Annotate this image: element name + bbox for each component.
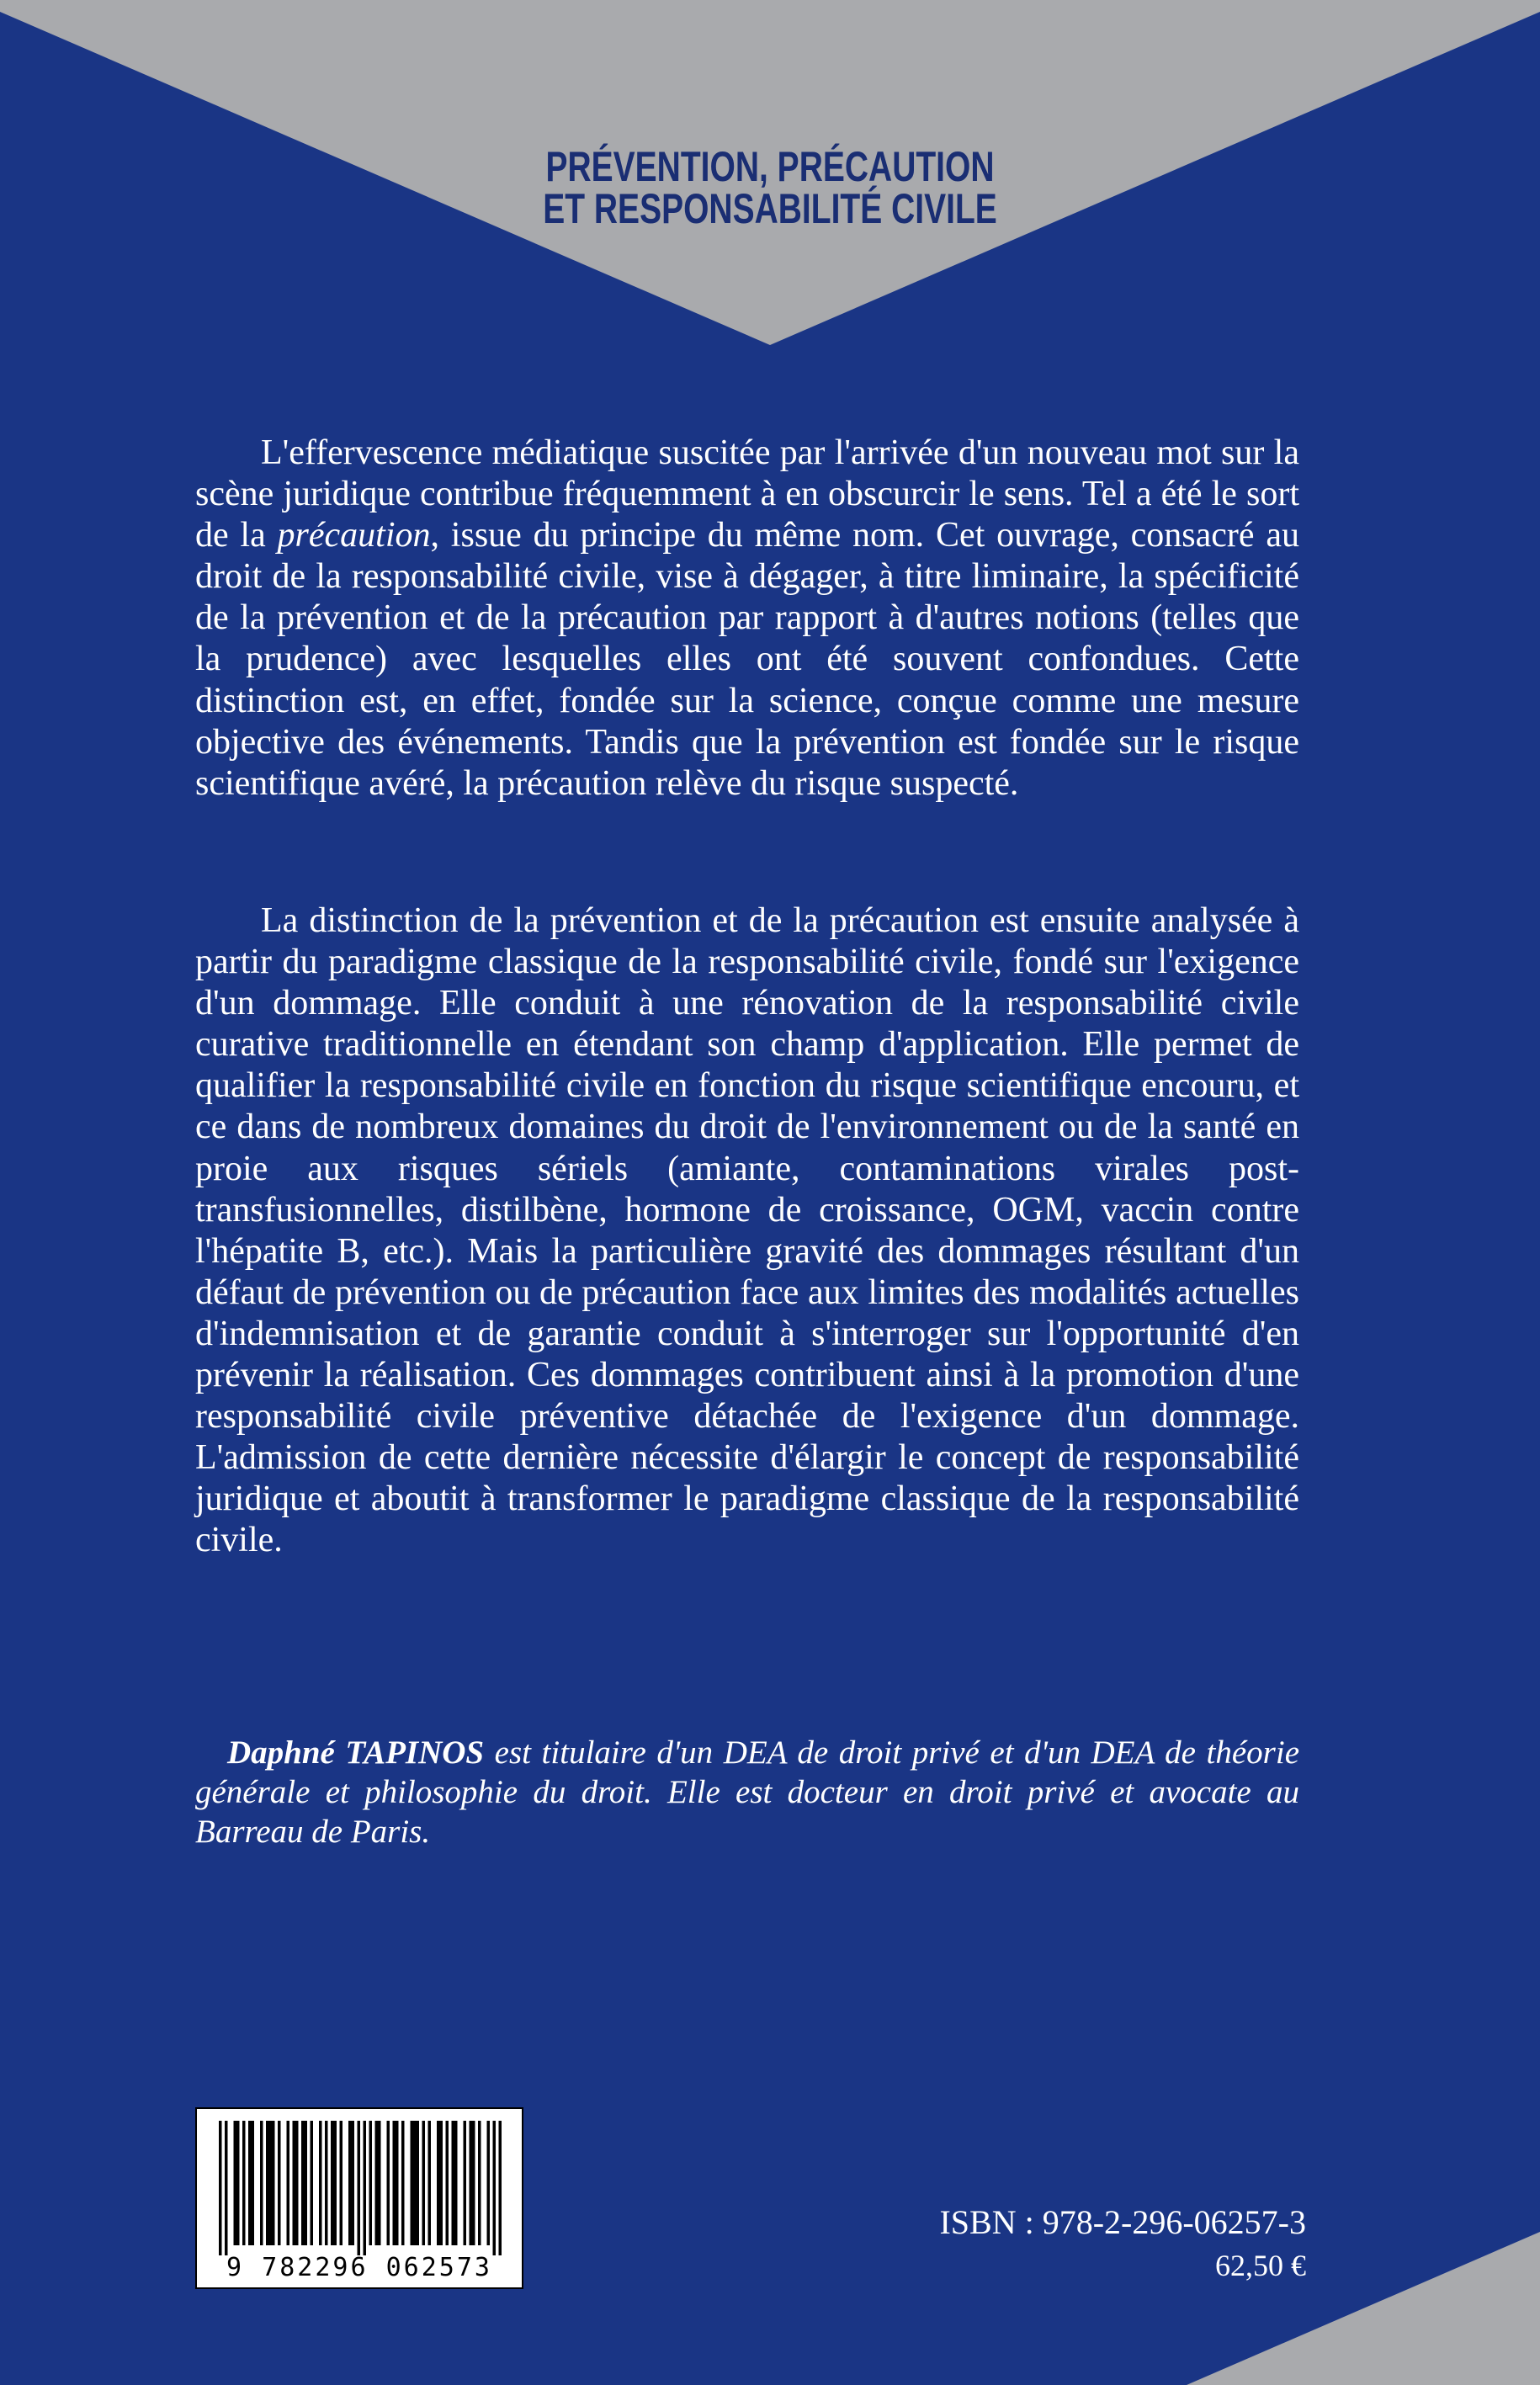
barcode-bar — [422, 2121, 426, 2245]
barcode-bar — [364, 2121, 367, 2255]
summary-p1-part1: L'effervescence médiatique suscitée par l'arrivée d'un nouveau mot sur la scène juridique contribue fréquemment à en obscurcir le sens. Tel a été le sort de la — [195, 433, 1299, 555]
barcode-bar — [464, 2121, 467, 2245]
barcode-bar — [278, 2121, 281, 2245]
isbn-number: ISBN : 978-2-296-06257-3 — [939, 2203, 1306, 2241]
barcode-bar — [352, 2121, 355, 2245]
barcode-bar — [493, 2121, 497, 2255]
barcode-bar — [269, 2121, 273, 2245]
barcode — [195, 2107, 523, 2289]
barcode-bar — [378, 2121, 381, 2245]
barcode-bar — [411, 2121, 414, 2245]
barcode-bar — [417, 2121, 420, 2245]
barcode-bar — [437, 2121, 440, 2245]
barcode-bar — [334, 2121, 337, 2245]
barcode-bar — [478, 2121, 481, 2245]
barcode-bar — [287, 2121, 290, 2245]
barcode-bar — [325, 2121, 328, 2245]
summary-paragraph-2 — [195, 900, 1299, 1562]
barcode-bar — [301, 2121, 305, 2245]
barcode-bar — [396, 2121, 399, 2245]
barcode-bar — [446, 2121, 449, 2245]
barcode-bar — [234, 2121, 237, 2245]
barcode-bar — [272, 2121, 275, 2245]
summary-paragraph-1 — [195, 433, 1299, 805]
book-title-line-2: ET RESPONSABILITÉ CIVILE — [543, 185, 997, 232]
barcode-bar — [452, 2121, 455, 2245]
barcode-bar — [348, 2121, 352, 2245]
author-name: Daphné TAPINOS — [227, 1734, 485, 1771]
book-title-line-1: PRÉVENTION, PRÉCAUTION — [545, 143, 995, 190]
barcode-bar — [358, 2121, 361, 2255]
barcode-digits: 9 782296 062573 — [226, 2253, 492, 2282]
author-bio — [195, 1733, 1299, 1851]
barcode-bar — [472, 2121, 475, 2245]
barcode-bar — [487, 2121, 491, 2245]
summary-p2-text: La distinction de la prévention et de la précaution est ensuite analysée à partir du paradigme classique de la responsabilité civile, fondé sur l'exigence d'un dommage. Elle conduit à une rénovation de la responsabilité civile curative traditionnelle en étendant son champ d'application. Elle permet de qualifier la responsabilité civile en fonction du risque scientifique encouru, et ce dans de nombreux domaines du droit de l'environnement ou de la santé en proie aux risques sériels (amiante, contaminations virales post-transfusionnelles, distilbène, hormone de croissance, OGM, vaccin contre l'hépatite B, etc.). Mais la particulière gravité des dommages résultant d'un défaut de prévention ou de précaution face aux limites des modalités actuelles d'indemnisation et de garantie conduit à s'interroger sur l'opportunité d'en prévenir la réalisation. Ces dommages contribuent ainsi à la promotion d'une responsabilité civile préventive détachée de l'exigence d'un dommage. L'admission de cette dernière nécessite d'élargir le concept de responsabilité juridique et aboutit à transformer le paradigme classique de la responsabilité civile. — [195, 901, 1299, 1560]
barcode-bars — [219, 2121, 502, 2255]
barcode-bar — [401, 2121, 405, 2245]
barcode-bar — [311, 2121, 314, 2245]
barcode-bar — [387, 2121, 390, 2245]
barcode-bar — [305, 2121, 308, 2245]
barcode-bar — [236, 2121, 240, 2245]
summary-p1-emphasis: précaution — [277, 516, 431, 555]
barcode-bar — [440, 2121, 443, 2245]
barcode-bar — [454, 2121, 458, 2245]
summary-p1-part2: , issue du principe du même nom. Cet ouvrage, consacré au droit de la responsabilité civile, vise à dégager, à titre liminaire, la spécificité de la prévention et de la précaution par rapport à d'autres notions (telles que la prudence) avec lesquelles elles ont été souvent confondues. Cette distinction est, en effet, fondée sur la science, conçue comme une mesure objective des événements. Tandis que la prévention est fondée sur le risque scientifique avéré, la précaution relève du risque suspecté. — [195, 516, 1300, 803]
barcode-bar — [393, 2121, 396, 2245]
barcode-bar — [413, 2121, 417, 2245]
barcode-bar — [470, 2121, 473, 2245]
barcode-bar — [266, 2121, 269, 2245]
barcode-bar — [242, 2121, 246, 2245]
barcode-bar — [319, 2121, 322, 2245]
barcode-bar — [340, 2121, 343, 2245]
barcode-bar — [293, 2121, 296, 2245]
barcode-bar — [225, 2121, 228, 2255]
barcode-bar — [369, 2121, 373, 2245]
barcode-bar — [248, 2121, 252, 2245]
barcode-bar — [375, 2121, 379, 2245]
author-bio-text: est titulaire d'un DEA de droit privé et d'un DEA de théorie générale et philosophie du droit. Elle est docteur en droit privé et avocate au Barreau de Paris. — [195, 1734, 1300, 1850]
barcode-bar — [499, 2121, 502, 2255]
barcode-bar — [295, 2121, 299, 2245]
barcode-bar — [219, 2121, 222, 2255]
barcode-bar — [428, 2121, 432, 2245]
barcode-bar — [252, 2121, 255, 2245]
price: 62,50 € — [1215, 2249, 1306, 2282]
barcode-bar — [260, 2121, 263, 2245]
barcode-bar — [331, 2121, 334, 2245]
